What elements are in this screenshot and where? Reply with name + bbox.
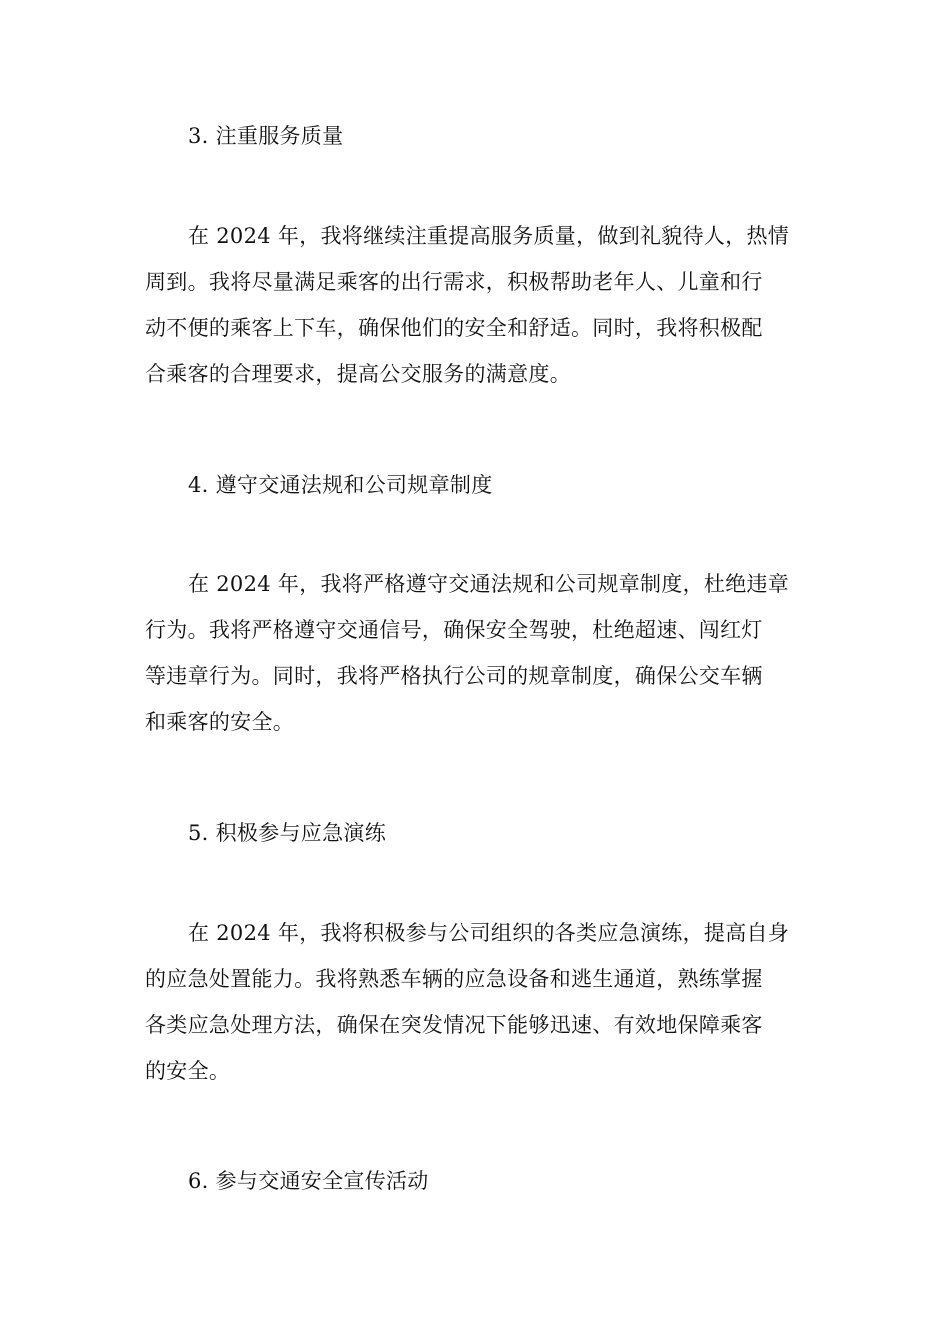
section-heading-5: 5. 积极参与应急演练 xyxy=(188,821,387,845)
paragraph-line: 各类应急处理方法，确保在突发情况下能够迅速、有效地保障乘客 xyxy=(145,1013,763,1037)
section-heading-3: 3. 注重服务质量 xyxy=(188,124,344,148)
paragraph-line: 合乘客的合理要求，提高公交服务的满意度。 xyxy=(145,362,571,386)
paragraph-line: 动不便的乘客上下车，确保他们的安全和舒适。同时，我将积极配 xyxy=(145,316,763,340)
paragraph-line: 在 2024 年，我将积极参与公司组织的各类应急演练，提高自身 xyxy=(188,921,790,945)
paragraph-line: 在 2024 年，我将继续注重提高服务质量，做到礼貌待人，热情 xyxy=(188,224,790,248)
paragraph-line: 和乘客的安全。 xyxy=(145,710,295,734)
paragraph-line: 等违章行为。同时，我将严格执行公司的规章制度，确保公交车辆 xyxy=(145,664,763,688)
paragraph-line: 行为。我将严格遵守交通信号，确保安全驾驶，杜绝超速、闯红灯 xyxy=(145,618,763,642)
section-paragraph-5 xyxy=(145,910,807,1094)
section-paragraph-4 xyxy=(145,561,807,745)
paragraph-line: 的安全。 xyxy=(145,1059,231,1083)
section-heading-6: 6. 参与交通安全宣传活动 xyxy=(188,1169,429,1193)
section-paragraph-3 xyxy=(145,213,807,397)
paragraph-line: 周到。我将尽量满足乘客的出行需求，积极帮助老年人、儿童和行 xyxy=(145,270,763,294)
paragraph-line: 的应急处置能力。我将熟悉车辆的应急设备和逃生通道，熟练掌握 xyxy=(145,967,763,991)
section-heading-4: 4. 遵守交通法规和公司规章制度 xyxy=(188,473,493,497)
paragraph-line: 在 2024 年，我将严格遵守交通法规和公司规章制度，杜绝违章 xyxy=(188,572,790,596)
